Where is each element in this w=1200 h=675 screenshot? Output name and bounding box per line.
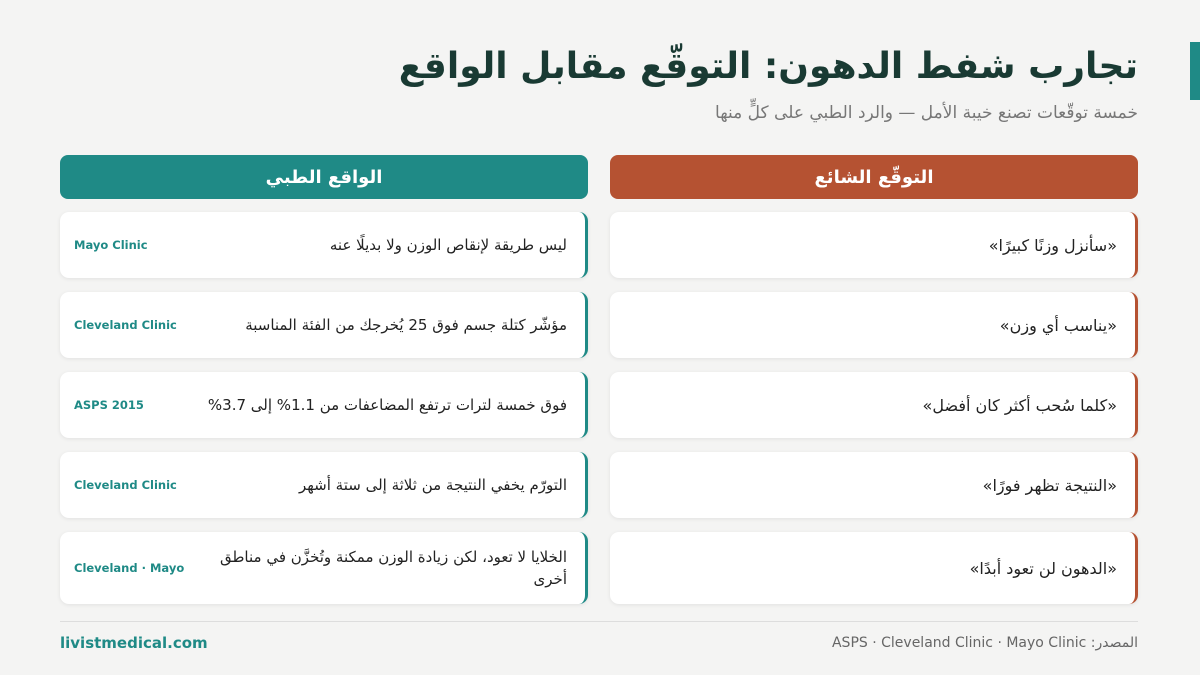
fact-card (60, 372, 588, 438)
footer-brand: livistmedical.com (60, 634, 208, 652)
fact-card (60, 212, 588, 278)
myth-text: «كلما سُحب أكثر كان أفضل» (922, 395, 1117, 415)
myth-card (610, 532, 1138, 604)
accent-bar (1190, 42, 1200, 100)
page-title: تجارب شفط الدهون: التوقّع مقابل الواقع (398, 46, 1138, 87)
fact-text: الخلايا لا تعود، لكن زيادة الوزن ممكنة وتُخزَّن في مناطق أخرى (219, 547, 567, 588)
myth-column-header: التوقّع الشائع (610, 155, 1138, 199)
myth-card (610, 212, 1138, 278)
fact-text: مؤشّر كتلة جسم فوق 25 يُخرجك من الفئة المناسبة (245, 315, 567, 334)
fact-source: Cleveland · Mayo (74, 561, 185, 575)
fact-column-header: الواقع الطبي (60, 155, 588, 199)
footer-source: المصدر: ASPS · Cleveland Clinic · Mayo Clinic (831, 635, 1138, 651)
myth-card (610, 372, 1138, 438)
myth-card (610, 292, 1138, 358)
footer-divider (60, 621, 1138, 622)
fact-source: Cleveland Clinic (74, 318, 177, 332)
myth-text: «سأنزل وزنًا كبيرًا» (988, 235, 1117, 255)
fact-text: التورّم يخفي النتيجة من ثلاثة إلى ستة أشهر (298, 475, 567, 494)
fact-text: فوق خمسة لترات ترتفع المضاعفات من 1.1% إلى 3.7% (207, 395, 567, 414)
myth-card (610, 452, 1138, 518)
fact-source: ASPS 2015 (74, 398, 144, 412)
fact-card (60, 452, 588, 518)
fact-source: Mayo Clinic (74, 238, 148, 252)
myth-text: «يناسب أي وزن» (999, 315, 1117, 335)
fact-card (60, 532, 588, 604)
myth-text: «الدهون لن تعود أبدًا» (969, 558, 1117, 578)
myth-text: «النتيجة تظهر فورًا» (982, 475, 1117, 495)
page-subtitle: خمسة توقّعات تصنع خيبة الأمل — والرد الطبي على كلٍّ منها (715, 103, 1138, 123)
fact-card (60, 292, 588, 358)
fact-text: ليس طريقة لإنقاص الوزن ولا بديلًا عنه (329, 235, 567, 254)
fact-source: Cleveland Clinic (74, 478, 177, 492)
